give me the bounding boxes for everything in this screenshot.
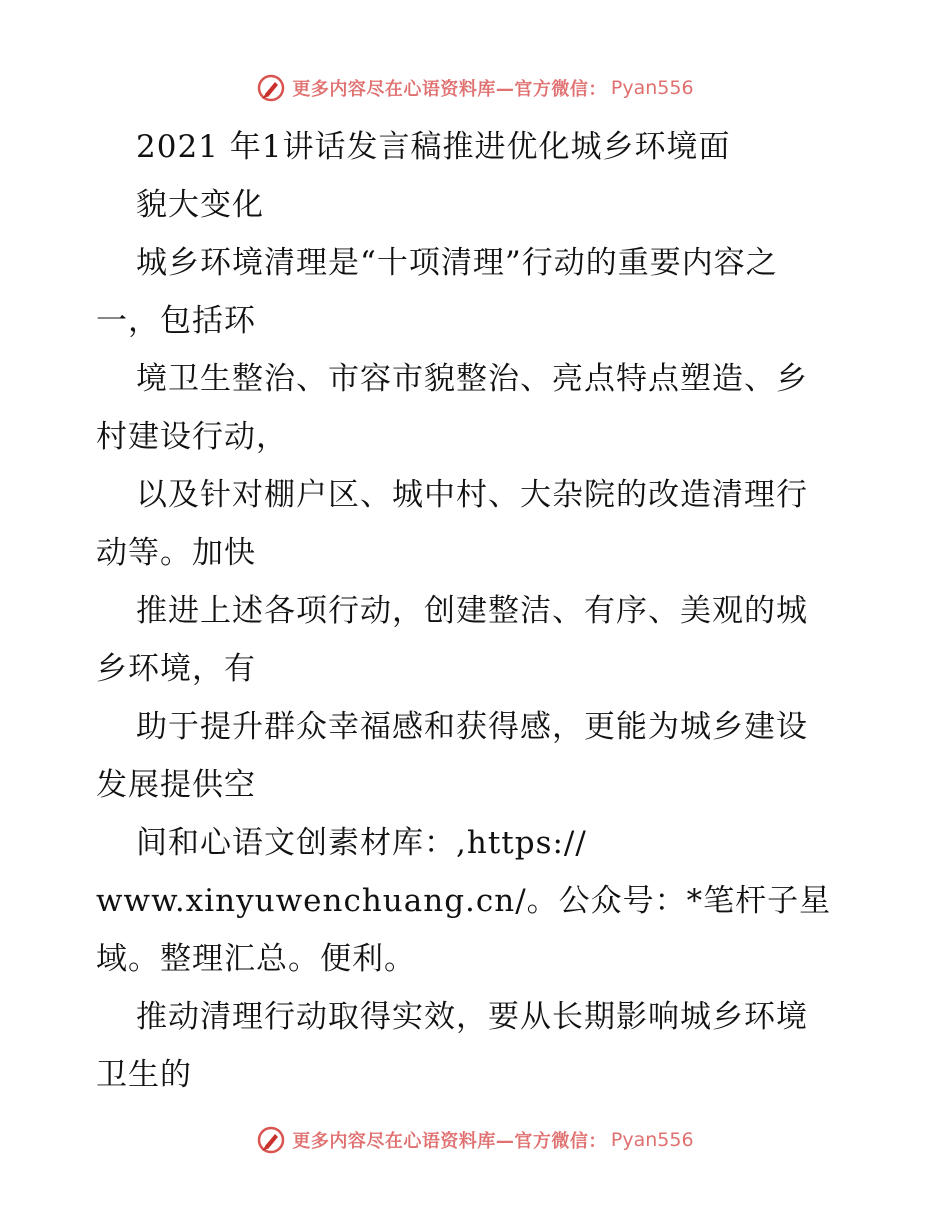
doc-line: 乡环境，有 xyxy=(96,651,256,687)
pen-nib-logo-icon xyxy=(256,1125,286,1155)
document-body xyxy=(96,118,856,1104)
pen-nib-logo-icon xyxy=(256,73,286,103)
doc-line: 动等。加快 xyxy=(96,535,256,571)
banner-text: 更多内容尽在心语资料库—官方微信： xyxy=(292,1131,607,1152)
doc-line: 境卫生整治、市容市貌整治、亮点特点塑造、乡 xyxy=(136,361,808,397)
doc-line: 以及针对棚户区、城中村、大杂院的改造清理行 xyxy=(136,477,808,513)
doc-line: 村建设行动， xyxy=(96,419,288,455)
doc-line-url: www.xinyuwenchuang.cn/。公众号：*笔杆子星 xyxy=(96,883,832,919)
doc-line: 卫生的 xyxy=(96,1057,192,1093)
doc-line: 域。整理汇总。便利。 xyxy=(96,941,416,977)
doc-line: 助于提升群众幸福感和获得感，更能为城乡建设 xyxy=(136,709,808,745)
doc-line: 发展提供空 xyxy=(96,767,256,803)
footer-banner xyxy=(0,1120,950,1160)
doc-line: 推进上述各项行动，创建整洁、有序、美观的城 xyxy=(136,593,808,629)
doc-line: 间和心语文创素材库：,https:// xyxy=(136,825,587,861)
doc-line-title-2: 貌大变化 xyxy=(136,187,264,223)
banner-text: 更多内容尽在心语资料库—官方微信： xyxy=(292,79,607,100)
wechat-id: Pyan556 xyxy=(610,1129,694,1151)
wechat-id: Pyan556 xyxy=(610,77,694,99)
doc-line: 城乡环境清理是“十项清理”行动的重要内容之 xyxy=(136,245,778,281)
doc-line: 一，包括环 xyxy=(96,303,256,339)
doc-line-title-1: 2021 年1讲话发言稿推进优化城乡环境面 xyxy=(136,129,731,165)
doc-line: 推动清理行动取得实效，要从长期影响城乡环境 xyxy=(136,999,808,1035)
header-banner xyxy=(0,68,950,108)
